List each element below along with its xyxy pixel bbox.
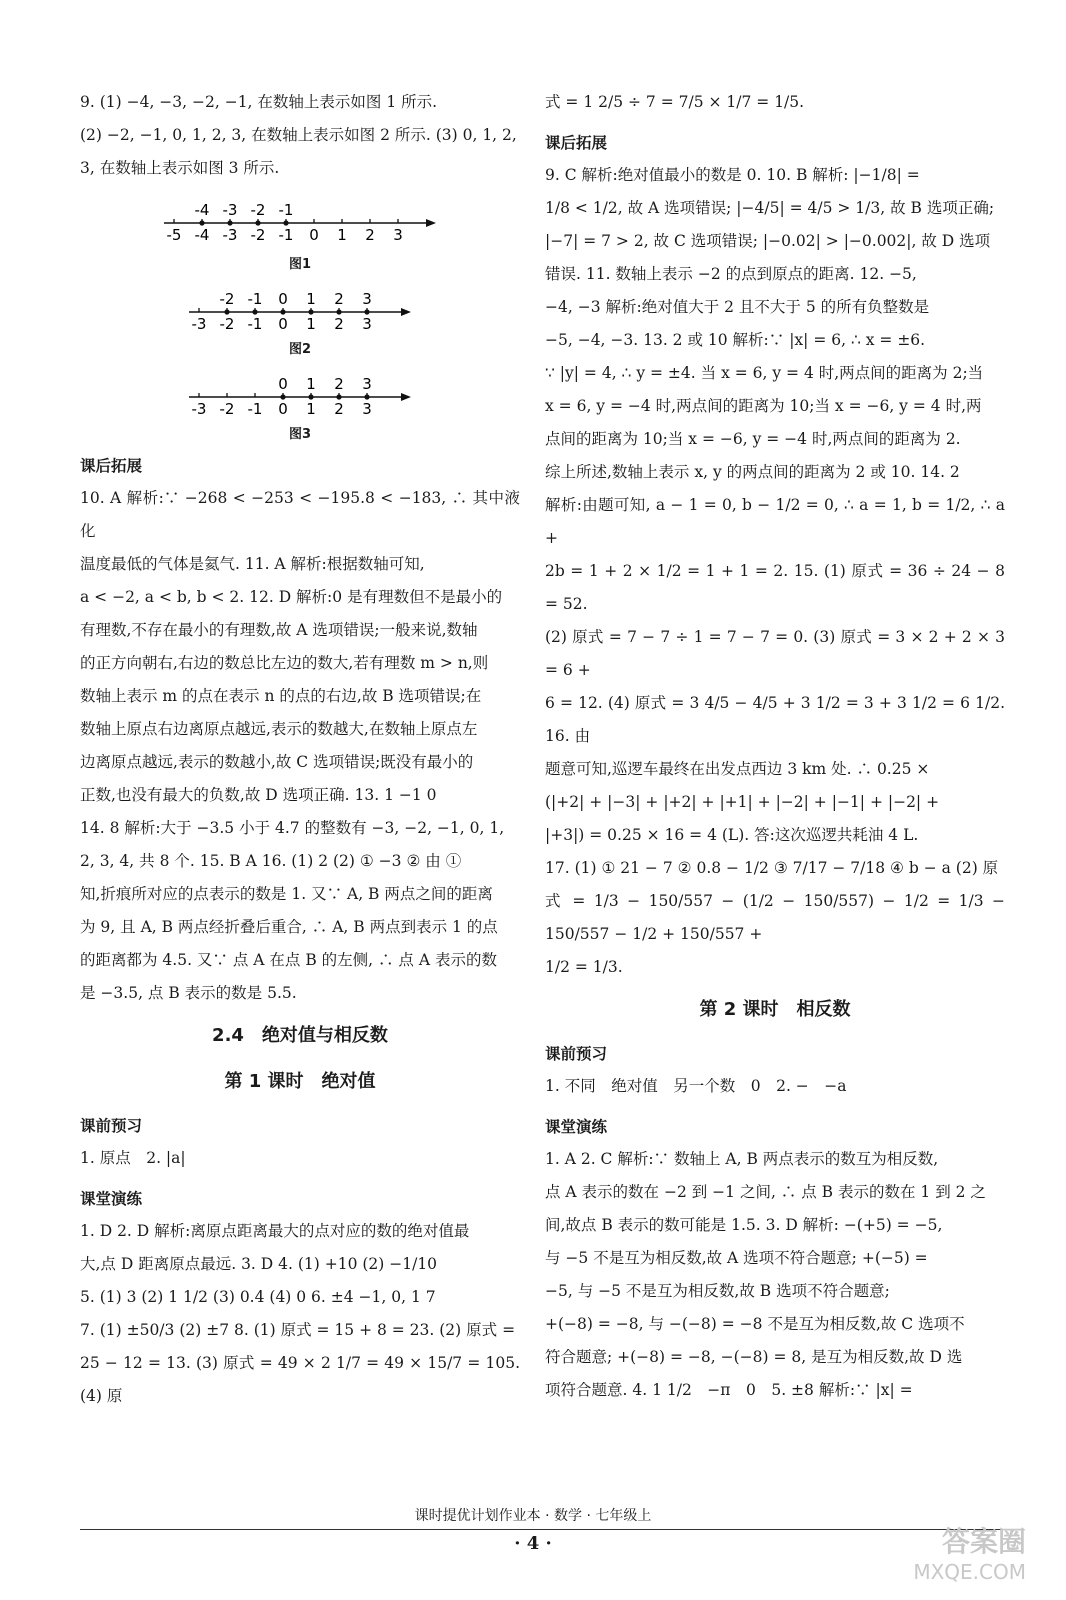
tick-label: 1 bbox=[337, 226, 347, 244]
answer-line: 间,故点 B 表示的数可能是 1.5. 3. D 解析: −(+5) = −5, bbox=[545, 1216, 943, 1234]
answer-line: 25 − 12 = 13. (3) 原式 = 49 × 2 1/7 = 49 × 15/7 = 105. (4) 原 bbox=[80, 1354, 520, 1405]
point-label: 3 bbox=[362, 375, 372, 393]
answer-line: 温度最低的气体是氦气. 11. A 解析:根据数轴可知, bbox=[80, 555, 425, 573]
point-marker bbox=[224, 309, 229, 314]
section-heading: 课后拓展 bbox=[80, 457, 143, 475]
point-marker bbox=[283, 220, 288, 225]
point-label: 0 bbox=[278, 290, 288, 308]
tick-label: -3 bbox=[191, 400, 207, 418]
answer-line: −5, 与 −5 不是互为相反数,故 B 选项不符合题意; bbox=[545, 1282, 890, 1300]
point-label: -3 bbox=[222, 201, 238, 219]
point-label: 2 bbox=[334, 375, 344, 393]
point-label: -1 bbox=[247, 290, 263, 308]
q9-line: 9. (1) −4, −3, −2, −1, 在数轴上表示如图 1 所示. bbox=[80, 93, 438, 111]
point-marker bbox=[308, 309, 313, 314]
answer-line: 数轴上原点右边离原点越远,表示的数越大,在数轴上原点左 bbox=[80, 720, 478, 738]
answer-line: 式 = 1 2/5 ÷ 7 = 7/5 × 1/7 = 1/5. bbox=[545, 93, 805, 111]
tick-label: -2 bbox=[250, 226, 266, 244]
tick-label: -3 bbox=[191, 315, 207, 333]
answer-line: 有理数,不存在最小的有理数,故 A 选项错误;一般来说,数轴 bbox=[80, 621, 478, 639]
point-label: 2 bbox=[334, 290, 344, 308]
answer-line: 综上所述,数轴上表示 x, y 的两点间的距离为 2 或 10. 14. 2 bbox=[545, 463, 960, 481]
answer-line: 7. (1) ±50/3 (2) ±7 8. (1) 原式 = 15 + 8 = 23. (2) 原式 = bbox=[80, 1321, 516, 1339]
answer-line: +(−8) = −8, 与 −(−8) = −8 不是互为相反数,故 C 选项不 bbox=[545, 1315, 965, 1333]
point-marker bbox=[227, 220, 232, 225]
lesson-title: 第 1 课时 绝对值 bbox=[224, 1071, 376, 1092]
section-title: 2.4 绝对值与相反数 bbox=[212, 1025, 388, 1046]
tick-label: 1 bbox=[306, 315, 316, 333]
answer-line: 2, 3, 4, 共 8 个. 15. B A 16. (1) 2 (2) ① −3 ② 由 ① bbox=[80, 852, 462, 870]
axis-arrow bbox=[401, 308, 411, 316]
answer-line: −4, −3 解析:绝对值大于 2 且不大于 5 的所有负整数是 bbox=[545, 298, 930, 316]
answer-line: 大,点 D 距离原点最远. 3. D 4. (1) +10 (2) −1/10 bbox=[80, 1255, 438, 1273]
point-marker bbox=[336, 309, 341, 314]
answer-line: 1. 不同 绝对值 另一个数 0 2. − −a bbox=[545, 1077, 847, 1095]
left-column bbox=[80, 86, 520, 1413]
answer-line: 为 9, 且 A, B 两点经折叠后重合, ∴ A, B 两点到表示 1 的点 bbox=[80, 918, 498, 936]
point-label: 0 bbox=[278, 375, 288, 393]
answer-line: 式 = 1/3 − 150/557 − (1/2 − 150/557) − 1/2 = 1/3 − 150/557 − 1/2 + 150/557 + bbox=[545, 892, 1005, 943]
point-marker bbox=[280, 309, 285, 314]
answer-line: |−7| = 7 > 2, 故 C 选项错误; |−0.02| > |−0.002|, 故 D 选项 bbox=[545, 232, 991, 250]
answer-line: 9. C 解析:绝对值最小的数是 0. 10. B 解析: |−1/8| = bbox=[545, 166, 920, 184]
tick-label: -1 bbox=[247, 315, 263, 333]
point-label: -2 bbox=[219, 290, 235, 308]
figure-caption: 图2 bbox=[288, 342, 312, 357]
answer-line: a < −2, a < b, b < 2. 12. D 解析:0 是有理数但不是最小的 bbox=[80, 588, 503, 606]
answer-line: 1/2 = 1/3. bbox=[545, 958, 623, 976]
right-column bbox=[545, 86, 1005, 1407]
answer-line: 正数,也没有最大的负数,故 D 选项正确. 13. 1 −1 0 bbox=[80, 786, 437, 804]
watermark-url: MXQE.COM bbox=[913, 1560, 1026, 1584]
point-label: 3 bbox=[362, 290, 372, 308]
axis-arrow bbox=[401, 393, 411, 401]
answer-line: 6 = 12. (4) 原式 = 3 4/5 − 4/5 + 3 1/2 = 3 + 3 1/2 = 6 1/2. 16. 由 bbox=[545, 694, 1005, 745]
point-marker bbox=[364, 309, 369, 314]
section-heading: 课后拓展 bbox=[545, 134, 608, 152]
answer-line: 的距离都为 4.5. 又∵ 点 A 在点 B 的左侧, ∴ 点 A 表示的数 bbox=[80, 951, 497, 969]
point-marker bbox=[364, 394, 369, 399]
answer-line: (2) 原式 = 7 − 7 ÷ 1 = 7 − 7 = 0. (3) 原式 = 3 × 2 + 2 × 3 = 6 + bbox=[545, 628, 1005, 679]
answer-line: 错误. 11. 数轴上表示 −2 的点到原点的距离. 12. −5, bbox=[545, 265, 917, 283]
tick-label: -2 bbox=[219, 400, 235, 418]
page-number: · 4 · bbox=[514, 1533, 552, 1554]
answer-line: 点 A 表示的数在 −2 到 −1 之间, ∴ 点 B 表示的数在 1 到 2 之 bbox=[545, 1183, 986, 1201]
q9-line: (2) −2, −1, 0, 1, 2, 3, 在数轴上表示如图 2 所示. (3) 0, 1, 2, bbox=[80, 126, 517, 144]
tick-label: 0 bbox=[278, 400, 288, 418]
answer-line: 1/8 < 1/2, 故 A 选项错误; |−4/5| = 4/5 > 1/3, 故 B 选项正确; bbox=[545, 199, 995, 217]
tick-label: -5 bbox=[166, 226, 182, 244]
point-marker bbox=[252, 309, 257, 314]
answer-line: x = 6, y = −4 时,两点间的距离为 10;当 x = −6, y = 4 时,两 bbox=[545, 397, 982, 415]
number-line-figure-1 bbox=[160, 189, 440, 251]
answer-line: 知,折痕所对应的点表示的数是 1. 又∵ A, B 两点之间的距离 bbox=[80, 885, 493, 903]
answer-line: 数轴上表示 m 的点在表示 n 的点的右边,故 B 选项错误;在 bbox=[80, 687, 482, 705]
q9-line: 3, 在数轴上表示如图 3 所示. bbox=[80, 159, 280, 177]
answer-line: (|+2| + |−3| + |+2| + |+1| + |−2| + |−1| + |−2| + bbox=[545, 793, 940, 811]
footer-book-title: 课时提优计划作业本 · 数学 · 七年级上 bbox=[414, 1508, 652, 1524]
answer-line: 点间的距离为 10;当 x = −6, y = −4 时,两点间的距离为 2. bbox=[545, 430, 961, 448]
answer-line: −5, −4, −3. 13. 2 或 10 解析:∵ |x| = 6, ∴ x = ±6. bbox=[545, 331, 926, 349]
tick-label: 2 bbox=[365, 226, 375, 244]
tick-label: 2 bbox=[334, 400, 344, 418]
answer-line: 5. (1) 3 (2) 1 1/2 (3) 0.4 (4) 0 6. ±4 −1, 0, 1 7 bbox=[80, 1288, 436, 1306]
point-marker bbox=[280, 394, 285, 399]
point-label: -2 bbox=[250, 201, 266, 219]
section-heading: 课前预习 bbox=[545, 1045, 608, 1063]
answer-line: 1. 原点 2. |a| bbox=[80, 1149, 186, 1167]
answer-line: 项符合题意. 4. 1 1/2 −π 0 5. ±8 解析:∵ |x| = bbox=[545, 1381, 913, 1399]
answer-line: 的正方向朝右,右边的数总比左边的数大,若有理数 m > n,则 bbox=[80, 654, 489, 672]
footer-rule bbox=[0, 1505, 1066, 1535]
figure-caption: 图1 bbox=[288, 257, 312, 272]
tick-label: -3 bbox=[222, 226, 238, 244]
section-heading: 课堂演练 bbox=[80, 1190, 143, 1208]
point-marker bbox=[336, 394, 341, 399]
axis-arrow bbox=[426, 219, 436, 227]
number-line-figure-3 bbox=[185, 363, 415, 421]
answer-line: 1. A 2. C 解析:∵ 数轴上 A, B 两点表示的数互为相反数, bbox=[545, 1150, 939, 1168]
tick-label: -2 bbox=[219, 315, 235, 333]
tick-label: 0 bbox=[278, 315, 288, 333]
answer-line: |+3|) = 0.25 × 16 = 4 (L). 答:这次巡逻共耗油 4 L. bbox=[545, 826, 919, 844]
answer-line: 17. (1) ① 21 − 7 ② 0.8 − 1/2 ③ 7/17 − 7/18 ④ b − a (2) 原 bbox=[545, 859, 999, 877]
point-label: -1 bbox=[278, 201, 294, 219]
answer-line: 14. 8 解析:大于 −3.5 小于 4.7 的整数有 −3, −2, −1, 0, 1, bbox=[80, 819, 505, 837]
answer-line: 1. D 2. D 解析:离原点距离最大的点对应的数的绝对值最 bbox=[80, 1222, 470, 1240]
tick-label: 3 bbox=[393, 226, 403, 244]
tick-label: 2 bbox=[334, 315, 344, 333]
lesson-title: 第 2 课时 相反数 bbox=[699, 999, 851, 1020]
answer-line: 10. A 解析:∵ −268 < −253 < −195.8 < −183, ∴ 其中液化 bbox=[80, 489, 520, 540]
tick-label: 3 bbox=[362, 315, 372, 333]
tick-label: -1 bbox=[247, 400, 263, 418]
answer-line: 题意可知,巡逻车最终在出发点西边 3 km 处. ∴ 0.25 × bbox=[545, 760, 930, 778]
tick-label: 3 bbox=[362, 400, 372, 418]
answer-line: 符合题意; +(−8) = −8, −(−8) = 8, 是互为相反数,故 D 选 bbox=[545, 1348, 963, 1366]
number-line-figure-2 bbox=[185, 278, 415, 336]
answer-line: 解析:由题可知, a − 1 = 0, b − 1/2 = 0, ∴ a = 1, b = 1/2, ∴ a + bbox=[545, 496, 1005, 547]
point-marker bbox=[255, 220, 260, 225]
watermark-logo: 答案圈 bbox=[941, 1525, 1026, 1558]
point-marker bbox=[199, 220, 204, 225]
section-heading: 课前预习 bbox=[80, 1117, 143, 1135]
tick-label: -1 bbox=[278, 226, 294, 244]
figure-caption: 图3 bbox=[288, 427, 312, 442]
answer-line: 是 −3.5, 点 B 表示的数是 5.5. bbox=[80, 984, 297, 1002]
tick-label: 1 bbox=[306, 400, 316, 418]
section-heading: 课堂演练 bbox=[545, 1118, 608, 1136]
point-label: 1 bbox=[306, 290, 316, 308]
point-label: -4 bbox=[194, 201, 210, 219]
point-marker bbox=[308, 394, 313, 399]
tick-label: -4 bbox=[194, 226, 210, 244]
tick-label: 0 bbox=[309, 226, 319, 244]
answer-line: 2b = 1 + 2 × 1/2 = 1 + 1 = 2. 15. (1) 原式 = 36 ÷ 24 − 8 = 52. bbox=[545, 562, 1005, 613]
answer-line: 与 −5 不是互为相反数,故 A 选项不符合题意; +(−5) = bbox=[545, 1249, 928, 1267]
answer-line: 边离原点越远,表示的数越小,故 C 选项错误;既没有最小的 bbox=[80, 753, 474, 771]
answer-line: ∵ |y| = 4, ∴ y = ±4. 当 x = 6, y = 4 时,两点间的距离为 2;当 bbox=[545, 364, 984, 382]
point-label: 1 bbox=[306, 375, 316, 393]
